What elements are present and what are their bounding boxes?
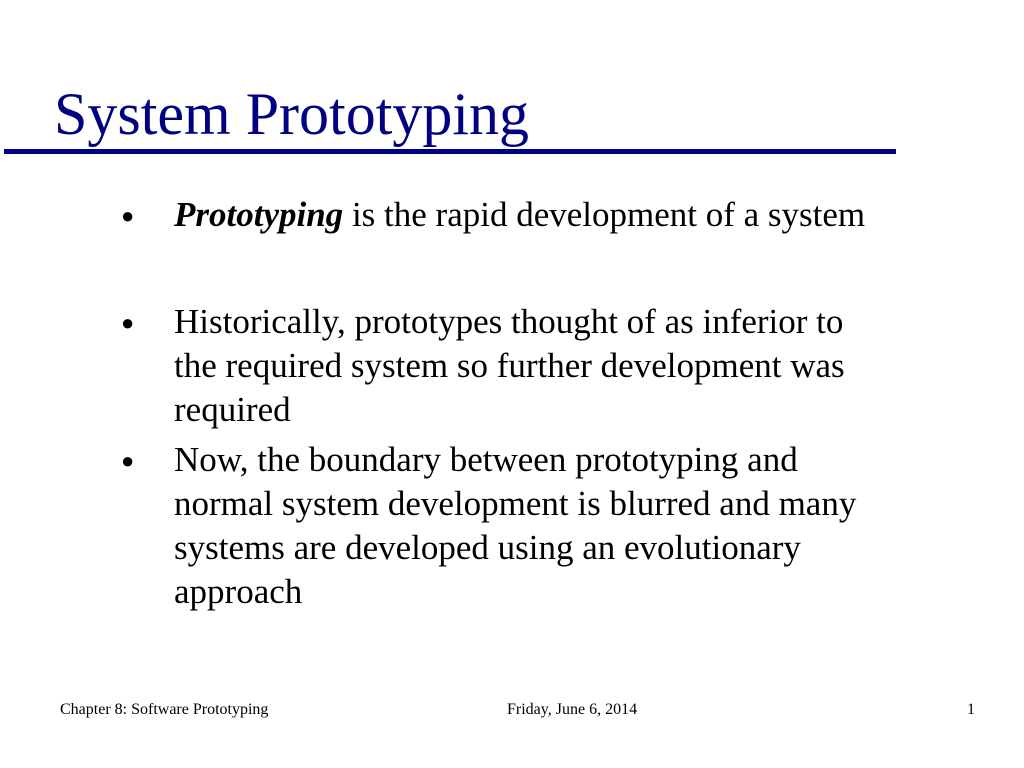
bullet-dot-icon: ●	[121, 203, 135, 228]
bullet-line: normal system development is blurred and many	[174, 484, 857, 523]
bullet-rest: is the rapid development of a system	[343, 195, 866, 234]
footer-chapter: Chapter 8: Software Prototyping	[60, 701, 269, 718]
title-underline	[4, 149, 896, 154]
bullet-emphasis: Prototyping	[174, 195, 344, 234]
bullet-line: Now, the boundary between prototyping and	[174, 440, 798, 479]
bullet-line: approach	[174, 572, 303, 611]
bullet-dot-icon: ●	[121, 448, 135, 473]
bullet-text	[174, 300, 974, 432]
bullet-dot-icon: ●	[121, 310, 135, 335]
bullet-line: systems are developed using an evolutionary	[174, 528, 801, 567]
footer-date: Friday, June 6, 2014	[507, 701, 638, 718]
bullet-text	[174, 438, 974, 614]
bullet-line: required	[174, 390, 291, 429]
bullet-line: Historically, prototypes thought of as inferior to	[174, 302, 844, 341]
bullet-line: the required system so further development was	[174, 346, 845, 385]
slide-title: System Prototyping	[54, 81, 530, 147]
footer-page-number: 1	[967, 701, 975, 718]
bullet-text	[174, 193, 974, 237]
